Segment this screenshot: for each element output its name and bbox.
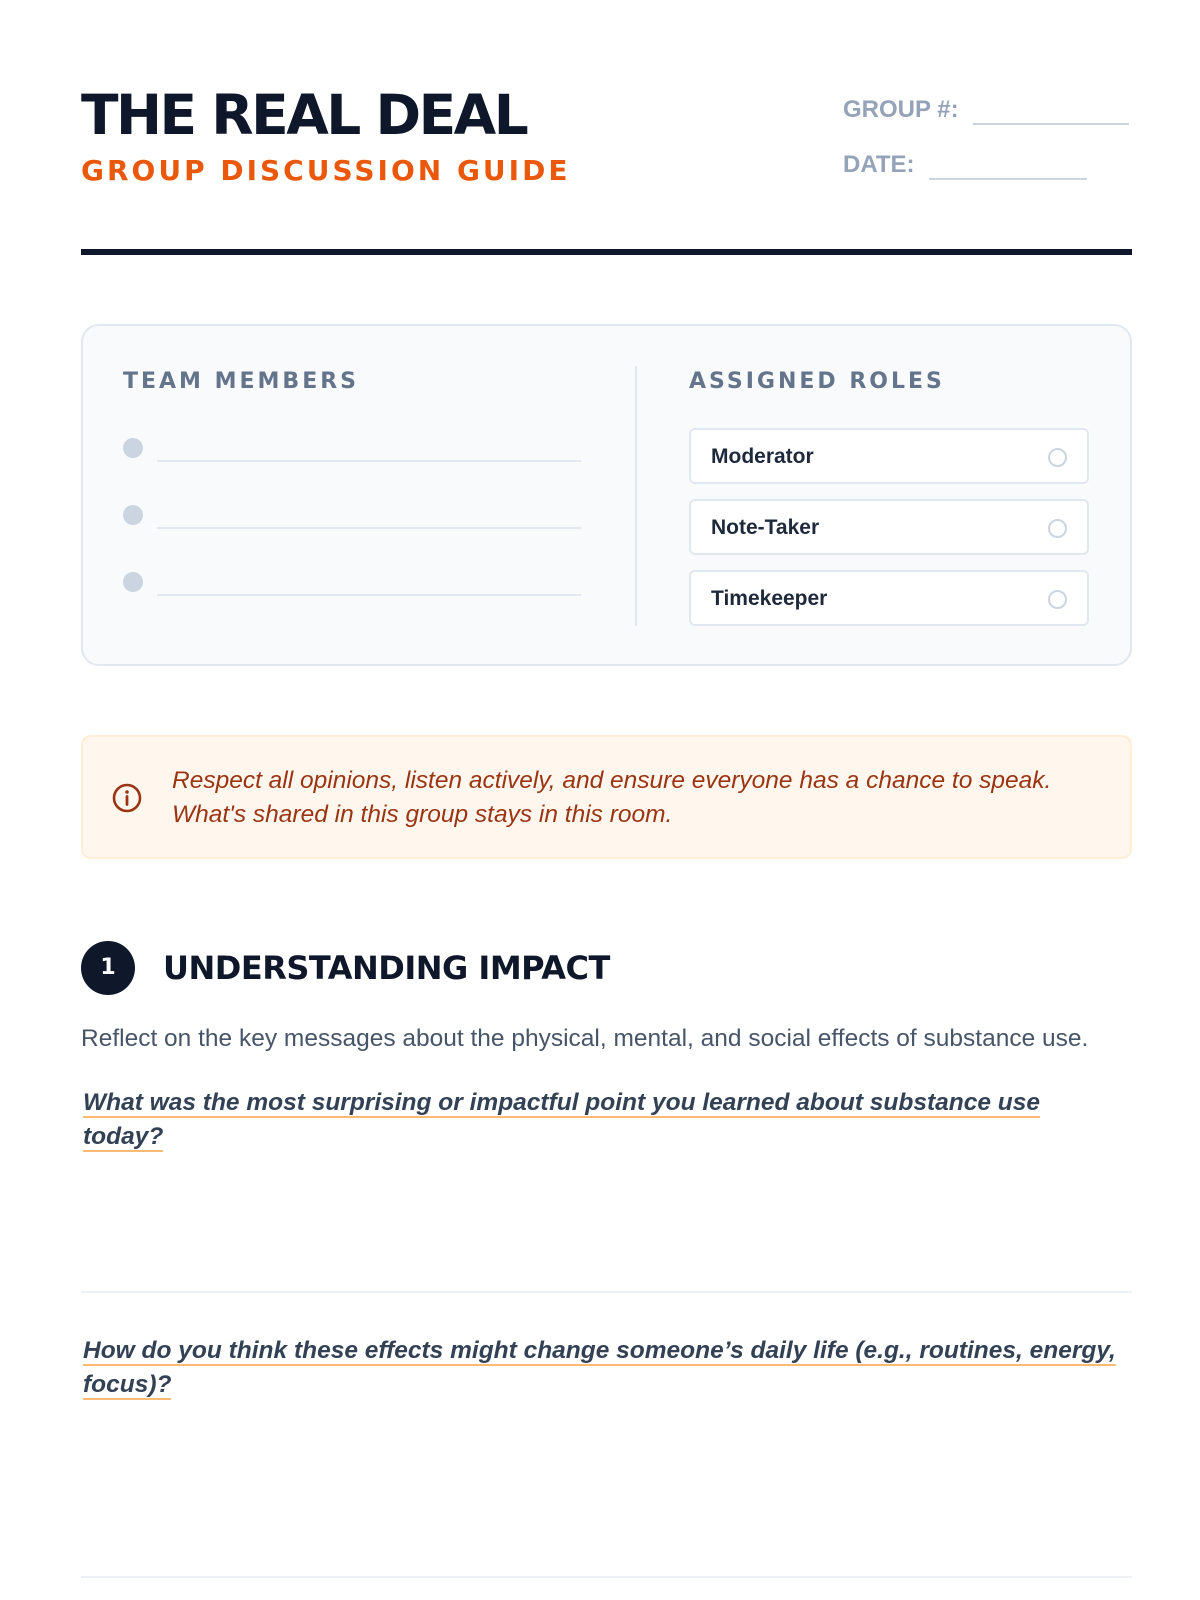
notice-line: Respect all opinions, listen actively, and ensure everyone has a chance to speak.: [172, 767, 1052, 794]
member-slot[interactable]: [123, 499, 589, 529]
group-number-label: GROUP #:: [843, 96, 959, 123]
team-members-heading: TEAM MEMBERS: [123, 369, 360, 394]
team-card: [81, 324, 1132, 666]
bullet-dot-icon: [123, 438, 143, 458]
group-number-input-line[interactable]: [973, 97, 1129, 125]
bullet-dot-icon: [123, 505, 143, 525]
page-subtitle: GROUP DISCUSSION GUIDE: [81, 154, 571, 187]
member-input-line[interactable]: [157, 527, 581, 529]
member-slot[interactable]: [123, 432, 589, 462]
role-label: Note-Taker: [711, 516, 820, 539]
bullet-dot-icon: [123, 572, 143, 592]
role-option-timekeeper[interactable]: [689, 570, 1089, 626]
section-description: Reflect on the key messages about the physical, mental, and social effects of substance use.: [81, 1025, 1089, 1052]
radio-circle-icon[interactable]: [1048, 519, 1067, 538]
date-label: DATE:: [843, 151, 915, 178]
role-label: Moderator: [711, 445, 814, 468]
radio-circle-icon[interactable]: [1048, 590, 1067, 609]
member-input-line[interactable]: [157, 594, 581, 596]
assigned-roles-heading: ASSIGNED ROLES: [689, 369, 945, 394]
date-input-line[interactable]: [929, 152, 1087, 180]
discussion-question: [83, 1086, 1123, 1154]
question-text: What was the most surprising or impactful point you learned about substance use today?: [83, 1089, 1040, 1150]
info-circle-icon: [111, 782, 143, 814]
section-title: UNDERSTANDING IMPACT: [163, 949, 610, 987]
notice-line: What's shared in this group stays in this room.: [172, 801, 673, 828]
answer-area-divider: [81, 1291, 1132, 1293]
date-field[interactable]: [843, 150, 1087, 180]
ground-rules-notice: [81, 735, 1132, 859]
role-label: Timekeeper: [711, 587, 828, 610]
member-slot[interactable]: [123, 566, 589, 596]
discussion-guide-page: [81, 0, 1132, 1600]
discussion-question: [83, 1334, 1123, 1402]
role-option-note-taker[interactable]: [689, 499, 1089, 555]
role-option-moderator[interactable]: [689, 428, 1089, 484]
page-title: THE REAL DEAL: [81, 83, 527, 147]
question-text: How do you think these effects might change someone’s daily life (e.g., routines, energy, focus)?: [83, 1337, 1116, 1398]
answer-area-divider: [81, 1576, 1132, 1578]
section-number-badge: 1: [81, 941, 135, 995]
notice-text: [172, 764, 1112, 832]
member-input-line[interactable]: [157, 460, 581, 462]
card-column-divider: [635, 366, 637, 626]
group-number-field[interactable]: [843, 95, 1129, 125]
header-divider: [81, 249, 1132, 255]
radio-circle-icon[interactable]: [1048, 448, 1067, 467]
